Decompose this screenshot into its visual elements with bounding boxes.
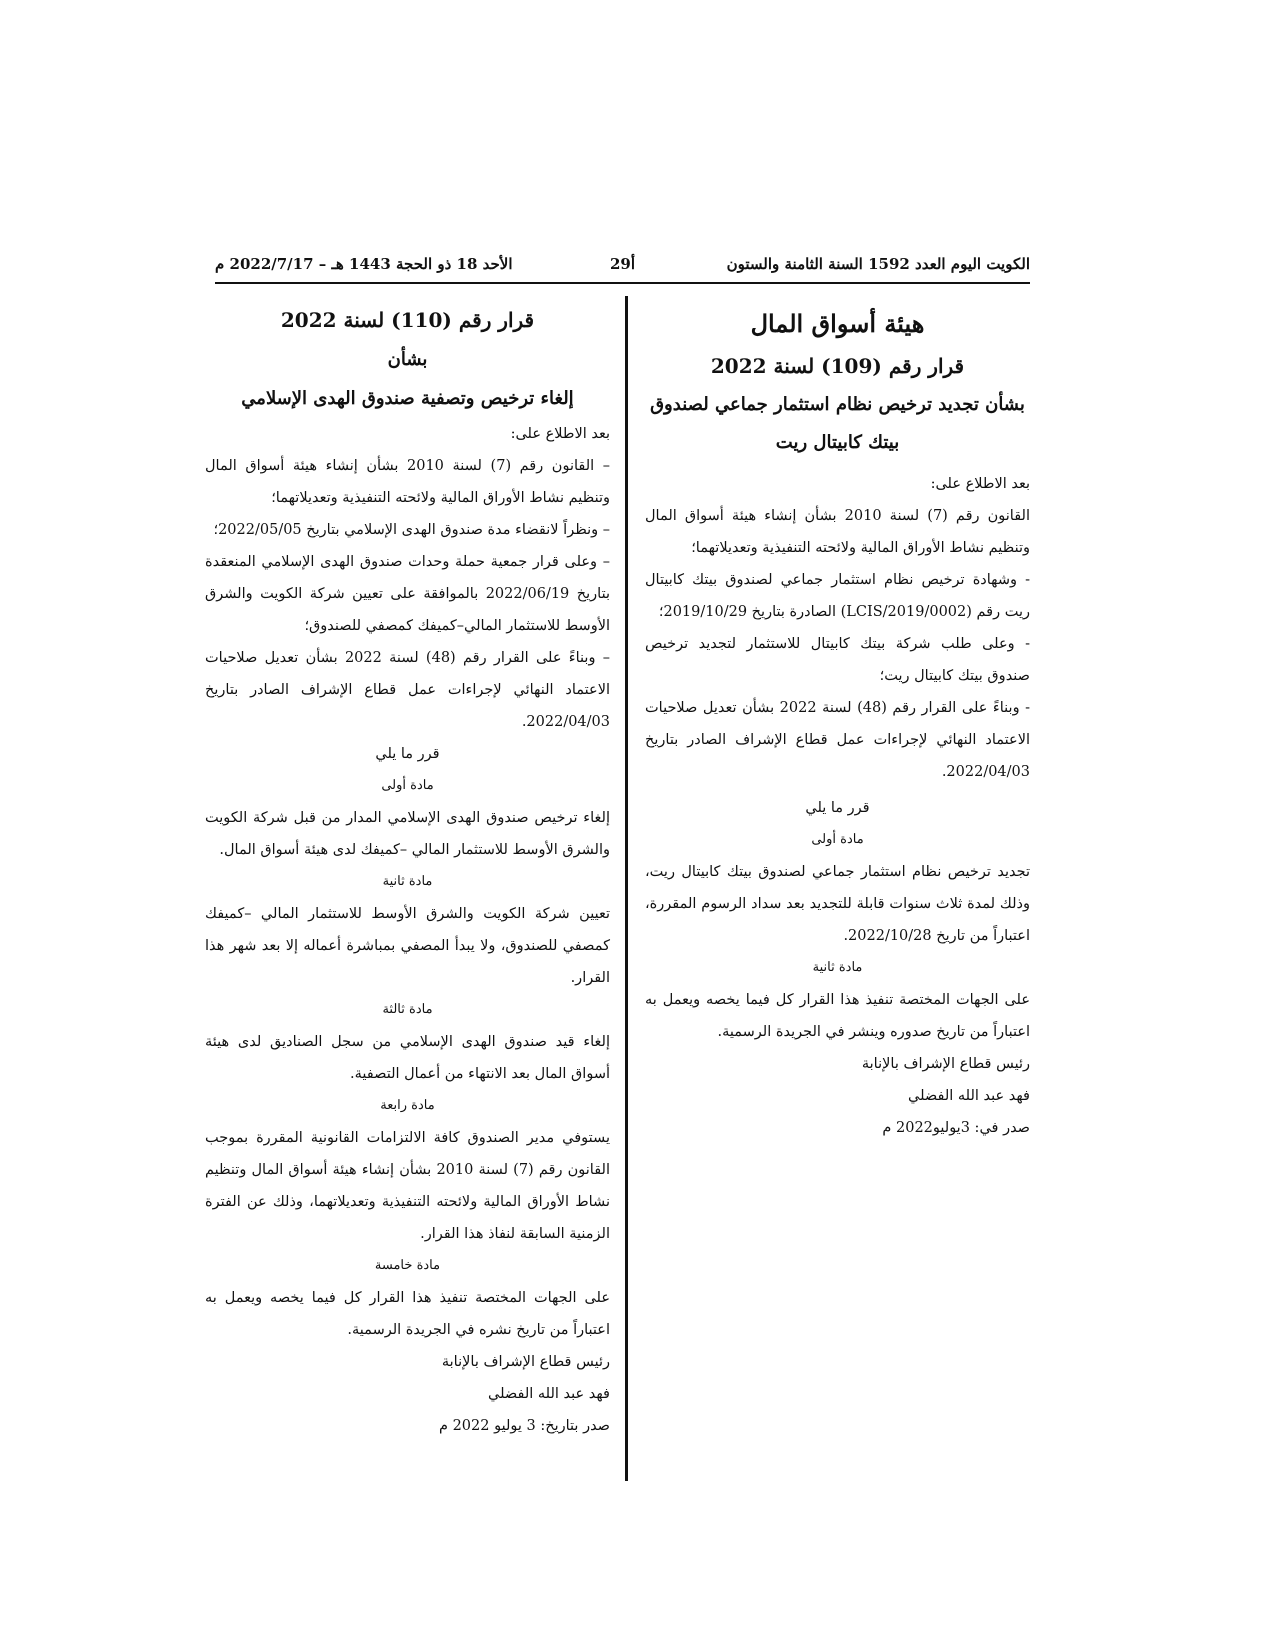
decision-subject: بشأن تجديد ترخيص نظام استثمار جماعي لصندوق xyxy=(650,394,1025,415)
gazette-issue: الكويت اليوم العدد 1592 السنة الثامنة والستون xyxy=(726,255,1030,273)
preamble-4: – وبناءً على القرار رقم (48) لسنة 2022 بشأن تعديل صلاحيات الاعتماد النهائي لإجراءات عمل قطاع الإشراف الصادر بتاريخ 2022/04/03. xyxy=(205,650,610,730)
decided-heading: قرر ما يلي xyxy=(375,746,440,762)
preamble-3: – وعلى قرار جمعية حملة وحدات صندوق الهدى الإسلامي المنعقدة بتاريخ 2022/06/19 بالموافقة على تعيين شركة الكويت والشرق الأوسط للاستثمار المالي–كميفك كمصفي للصندوق؛ xyxy=(205,554,610,634)
page-header xyxy=(215,255,1030,281)
decision-110 xyxy=(205,300,610,1442)
authority-title: هيئة أسواق المال xyxy=(750,309,925,338)
decided-heading: قرر ما يلي xyxy=(805,800,870,816)
intro: بعد الاطلاع على: xyxy=(510,426,610,442)
preamble-1: – القانون رقم (7) لسنة 2010 بشأن إنشاء هيئة أسواق المال وتنظيم نشاط الأوراق المالية ولائحته التنفيذية وتعديلاتهما؛ xyxy=(205,458,610,506)
issue-date: الأحد 18 ذو الحجة 1443 هـ – 2022/7/17 م xyxy=(215,255,513,273)
regarding-label: بشأن xyxy=(387,349,428,370)
decision-subject: إلغاء ترخيص وتصفية صندوق الهدى الإسلامي xyxy=(241,388,574,409)
preamble-3: - وعلى طلب شركة بيتك كابيتال للاستثمار لتجديد ترخيص صندوق بيتك كابيتال ريت؛ xyxy=(645,636,1030,684)
article-heading: مادة ثانية xyxy=(382,874,433,889)
article-heading: مادة ثالثة xyxy=(382,1002,433,1017)
signatory-title: رئيس قطاع الإشراف بالإنابة xyxy=(441,1354,610,1370)
decision-title: قرار رقم (110) لسنة 2022 xyxy=(280,308,535,332)
header-rule xyxy=(215,282,1030,284)
column-divider xyxy=(625,296,628,1481)
article-heading: مادة خامسة xyxy=(374,1258,441,1273)
article-text: على الجهات المختصة تنفيذ هذا القرار كل فيما يخصه ويعمل به اعتباراً من تاريخ نشره في الجريدة الرسمية. xyxy=(205,1290,610,1338)
signatory-title: رئيس قطاع الإشراف بالإنابة xyxy=(861,1056,1030,1072)
article-text: تجديد ترخيص نظام استثمار جماعي لصندوق بيتك كابيتال ريت، وذلك لمدة ثلاث سنوات قابلة للتجديد بعد سداد الرسوم المقررة، اعتباراً من تاريخ 2022/10/28. xyxy=(645,864,1030,944)
page-number: 29أ xyxy=(610,255,636,273)
issue-date-line: صدر بتاريخ: 3 يوليو 2022 م xyxy=(438,1418,610,1434)
preamble-2: - وشهادة ترخيص نظام استثمار جماعي لصندوق بيتك كابيتال ريت رقم (LCIS/2019/0002) الصادرة بتاريخ 2019/10/29؛ xyxy=(645,572,1030,620)
preamble-1: القانون رقم (7) لسنة 2010 بشأن إنشاء هيئة أسواق المال وتنظيم نشاط الأوراق المالية ولائحته التنفيذية وتعديلاتهما؛ xyxy=(645,508,1030,556)
article-heading: مادة أولى xyxy=(381,778,434,793)
decision-title: قرار رقم (109) لسنة 2022 xyxy=(710,354,965,378)
article-heading: مادة ثانية xyxy=(812,960,863,975)
article-heading: مادة أولى xyxy=(811,832,864,847)
article-text: إلغاء قيد صندوق الهدى الإسلامي من سجل الصناديق لدى هيئة أسواق المال بعد الانتهاء من أعمال التصفية. xyxy=(205,1034,610,1082)
signatory-name: فهد عبد الله الفضلي xyxy=(908,1088,1030,1104)
intro: بعد الاطلاع على: xyxy=(930,476,1030,492)
article-text: إلغاء ترخيص صندوق الهدى الإسلامي المدار من قبل شركة الكويت والشرق الأوسط للاستثمار المالي –كميفك لدى هيئة أسواق المال. xyxy=(205,810,610,858)
preamble-2: – ونظراً لانقضاء مدة صندوق الهدى الإسلامي بتاريخ 2022/05/05؛ xyxy=(213,522,610,538)
article-text: تعيين شركة الكويت والشرق الأوسط للاستثمار المالي –كميفك كمصفي للصندوق، ولا يبدأ المصفي بمباشرة أعماله إلا بعد شهر هذا القرار. xyxy=(205,906,610,986)
decision-subject-cont: بيتك كابيتال ريت xyxy=(775,432,900,453)
decision-109 xyxy=(645,300,1030,1144)
preamble-4: - وبناءً على القرار رقم (48) لسنة 2022 بشأن تعديل صلاحيات الاعتماد النهائي لإجراءات عمل قطاع الإشراف الصادر بتاريخ 2022/04/03. xyxy=(645,700,1030,780)
article-text: يستوفي مدير الصندوق كافة الالتزامات القانونية المقررة بموجب القانون رقم (7) لسنة 2010 بشأن إنشاء هيئة أسواق المال وتنظيم نشاط الأوراق المالية ولائحته التنفيذية وتعديلاتهما، وذلك عن الفترة الزمنية السابقة لنفاذ هذا القرار. xyxy=(205,1130,610,1242)
signatory-name: فهد عبد الله الفضلي xyxy=(488,1386,610,1402)
article-heading: مادة رابعة xyxy=(380,1098,435,1113)
issue-date-line: صدر في: 3يوليو2022 م xyxy=(882,1120,1030,1136)
article-text: على الجهات المختصة تنفيذ هذا القرار كل فيما يخصه ويعمل به اعتباراً من تاريخ صدوره وينشر في الجريدة الرسمية. xyxy=(645,992,1030,1040)
